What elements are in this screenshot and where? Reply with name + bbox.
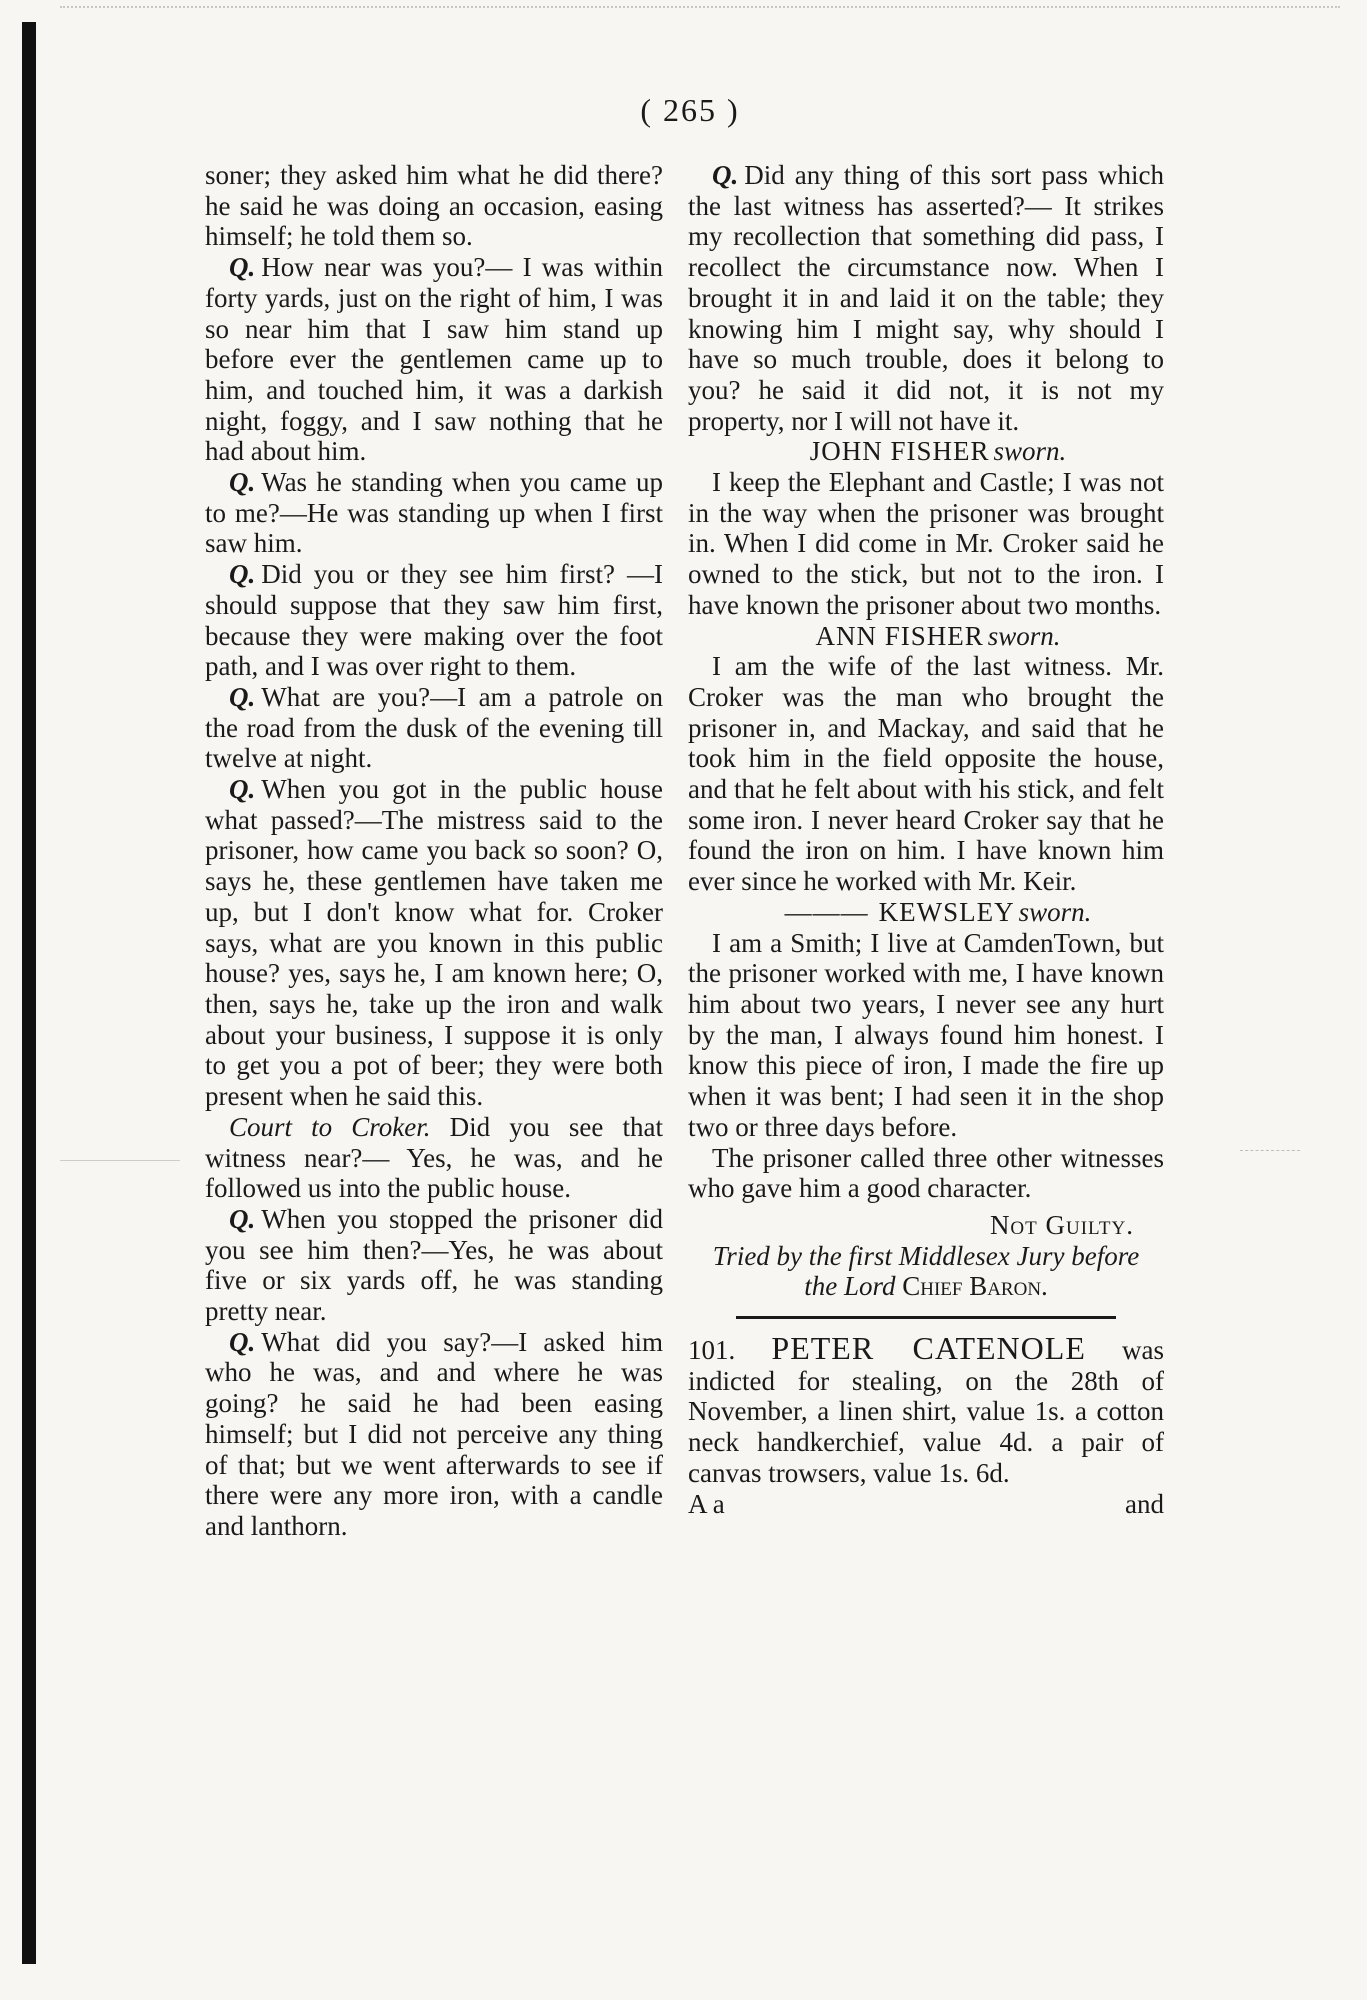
paragraph-text: When you got in the public house what passed?—The mistress said to the prisoner, how came you back so soon? O, says he, these gentlemen have taken me up, but I don't know what for. Croker says, what are you known in this public house? yes, says he, I am known here; O, then, says he, take up the iron and walk about your business, I suppose it is only to get you a pot of beer; they were both present when he said this. <box>205 774 663 1112</box>
paragraph-text: Did you see that witness near?— Yes, he was, and he followed us into the public house. <box>205 1111 664 1204</box>
paragraph-text: When you stopped the prisoner did you see him then?—Yes, he was about five or six yards off, he was standing pretty near. <box>205 1203 663 1327</box>
defendant-name: PETER CATENOLE <box>771 1330 1086 1367</box>
question-mark-label: Q. <box>229 774 256 805</box>
paragraph-text: Was he standing when you came up to me?—He was standing up when I first saw him. <box>205 467 663 559</box>
signature-mark: A a <box>688 1488 725 1519</box>
sworn-label: sworn. <box>993 436 1067 467</box>
question-mark-label: Q. <box>229 681 256 712</box>
book-spine-shadow <box>22 22 36 1964</box>
question-mark-label: Q. <box>229 467 256 498</box>
paragraph: I keep the Elephant and Castle; I was not in the way when the prisoner was brought in. When I did come in Mr. Croker said he owned to the stick, but not to the iron. I have known the prisoner about two months. <box>688 467 1164 620</box>
margin-mark <box>1240 1150 1300 1151</box>
case-paragraph <box>688 1330 1165 1489</box>
margin-mark <box>60 1160 180 1161</box>
paragraph-text: What did you say?—I asked him who he was, and and where he was going? he said he had been easing himself; but I did not perceive any thing of that; but we went afterwards to see if there were any more iron, with a candle and lanthorn. <box>205 1326 663 1541</box>
footer-line <box>688 1489 1164 1520</box>
paragraph: I am the wife of the last witness. Mr. Croker was the man who brought the prisoner in, and Mackay, and said that he took him in the field opposite the house, and that he felt about with his stick, and felt some iron. I never heard Croker say that he found the iron on him. I have known him ever since he worked with Mr. Keir. <box>688 651 1164 897</box>
question-paragraph <box>205 1327 663 1542</box>
jury-note <box>688 1241 1164 1302</box>
section-rule <box>736 1316 1116 1319</box>
question-mark-label: Q. <box>229 1203 256 1234</box>
witness-heading <box>688 897 1164 928</box>
question-paragraph <box>205 774 663 1112</box>
verdict: Not Guilty. <box>989 1209 1134 1240</box>
sworn-label: sworn. <box>987 620 1061 651</box>
sworn-label: sworn. <box>1018 896 1092 927</box>
chief-baron-label: Chief Baron. <box>902 1271 1048 1302</box>
page-number: ( 265 ) <box>640 92 740 128</box>
paragraph-text: Did you or they see him first? —I should suppose that they saw him first, because they were making over the foot path, and I was over right to them. <box>205 559 663 682</box>
left-column <box>205 160 663 1542</box>
witness-name: KEWSLEY <box>878 896 1015 927</box>
jury-note-line: the Lord <box>804 1271 896 1302</box>
witness-heading <box>688 436 1164 467</box>
question-mark-label: Q. <box>229 559 256 590</box>
question-paragraph <box>688 160 1164 436</box>
witness-heading <box>688 621 1164 652</box>
paragraph: soner; they asked him what he did there? he said he was doing an occasion, easing himself; he told them so. <box>205 160 663 252</box>
question-paragraph <box>205 467 663 559</box>
case-number: 101. <box>688 1335 736 1366</box>
paragraph-text: How near was you?— I was within forty yards, just on the right of him, I was so near him that I saw him stand up before ever the gentlemen came up to him, and touched him, it was a darkish night, foggy, and I saw nothing that he had about him. <box>205 252 663 467</box>
catchword: and <box>1125 1488 1164 1519</box>
question-paragraph <box>205 682 663 774</box>
witness-name: ANN FISHER <box>815 620 984 651</box>
paragraph-text: What are you?—I am a patrole on the road from the dusk of the evening till twelve at night. <box>205 681 663 774</box>
court-label: Court to Croker. <box>229 1111 431 1142</box>
court-paragraph <box>205 1112 663 1204</box>
question-paragraph <box>205 559 663 682</box>
question-mark-label: Q. <box>229 252 256 283</box>
question-mark-label: Q. <box>229 1326 256 1357</box>
paragraph-text: was indicted for stealing, on the 28th of November, a linen shirt, value 1s. a cotton neck handkerchief, value 4d. a pair of canvas trowsers, value 1s. 6d. <box>688 1335 1165 1488</box>
paragraph: I am a Smith; I live at CamdenTown, but the prisoner worked with me, I have known him about two years, I never see any hurt by the man, I always found him honest. I know this piece of iron, I made the fire up when it was bent; I had seen it in the shop two or three days before. <box>688 927 1164 1142</box>
witness-name: JOHN FISHER <box>809 436 990 467</box>
question-paragraph <box>205 252 663 467</box>
name-dash: ——— <box>784 896 869 927</box>
question-paragraph <box>205 1204 663 1327</box>
paragraph: The prisoner called three other witnesses who gave him a good character. <box>688 1142 1164 1204</box>
scan-edge-noise <box>60 6 1340 18</box>
jury-note-line: Tried by the first Middlesex Jury before <box>712 1240 1140 1271</box>
right-column <box>688 160 1164 1519</box>
paragraph-text: Did any thing of this sort pass which the last witness has asserted?— It strikes my recollection that something did pass, I recollect the circumstance now. When I brought it in and laid it on the table; they knowing him I might say, why should I have so much trouble, does it belong to you? he said it did not, it is not my property, nor I will not have it. <box>688 160 1164 436</box>
question-mark-label: Q. <box>712 160 739 190</box>
